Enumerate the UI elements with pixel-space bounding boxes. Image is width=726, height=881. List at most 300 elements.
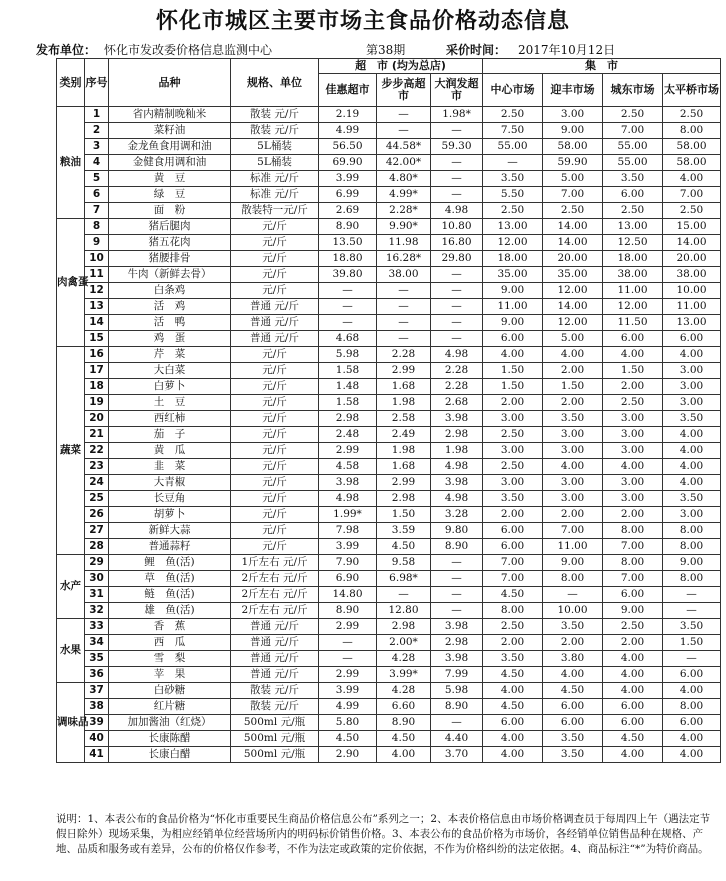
item-name: 胡萝卜: [109, 507, 231, 523]
price-cell: 2.00: [543, 363, 603, 379]
row-number: 38: [85, 699, 109, 715]
price-cell: 20.00: [543, 251, 603, 267]
price-cell: 1.48: [319, 379, 377, 395]
price-cell: 4.99: [319, 699, 377, 715]
price-cell: 6.98*: [377, 571, 431, 587]
price-cell: 4.99*: [377, 187, 431, 203]
price-cell: 4.00: [663, 427, 721, 443]
item-name: 西红柿: [109, 411, 231, 427]
price-cell: 5.00: [543, 171, 603, 187]
price-cell: 11.98: [377, 235, 431, 251]
item-name: 韭 菜: [109, 459, 231, 475]
price-cell: 2.00: [603, 507, 663, 523]
price-cell: 18.00: [603, 251, 663, 267]
category-cell: 肉禽蛋: [57, 219, 85, 347]
price-cell: 6.00: [483, 523, 543, 539]
row-number: 26: [85, 507, 109, 523]
item-name: 活 鸡: [109, 299, 231, 315]
price-cell: —: [431, 267, 483, 283]
price-cell: 3.99*: [377, 667, 431, 683]
price-cell: 4.00: [663, 475, 721, 491]
price-cell: 6.00: [663, 331, 721, 347]
price-cell: 9.00: [543, 555, 603, 571]
row-number: 24: [85, 475, 109, 491]
price-cell: 8.00: [543, 571, 603, 587]
item-spec: 元/斤: [231, 459, 319, 475]
price-cell: 2.50: [543, 203, 603, 219]
item-name: 猪腰排骨: [109, 251, 231, 267]
table-row: [57, 315, 721, 331]
price-cell: 7.00: [543, 523, 603, 539]
price-cell: 1.68: [377, 379, 431, 395]
price-cell: 8.00: [663, 571, 721, 587]
price-cell: 1.50: [663, 635, 721, 651]
price-cell: 55.00: [603, 155, 663, 171]
price-cell: 12.00: [543, 315, 603, 331]
table-row: [57, 203, 721, 219]
item-spec: 元/斤: [231, 443, 319, 459]
price-cell: 7.00: [543, 187, 603, 203]
item-spec: 标准 元/斤: [231, 171, 319, 187]
price-cell: 9.00: [603, 603, 663, 619]
price-cell: 14.00: [663, 235, 721, 251]
price-cell: 3.00: [663, 395, 721, 411]
price-cell: 3.50: [603, 171, 663, 187]
price-cell: —: [543, 587, 603, 603]
price-cell: 9.58: [377, 555, 431, 571]
price-cell: 4.40: [431, 731, 483, 747]
price-cell: 4.00: [663, 683, 721, 699]
price-cell: 1.68: [377, 459, 431, 475]
price-cell: 3.50: [483, 651, 543, 667]
price-cell: 2.00: [483, 635, 543, 651]
price-cell: 2.98: [377, 619, 431, 635]
price-cell: 4.00: [603, 651, 663, 667]
price-cell: 4.00: [603, 683, 663, 699]
item-name: 金龙鱼食用调和油: [109, 139, 231, 155]
price-cell: —: [663, 651, 721, 667]
collection-date: 2017年10月12日: [518, 43, 616, 57]
price-cell: 12.80: [377, 603, 431, 619]
price-cell: 2.99: [377, 363, 431, 379]
table-header: [57, 59, 721, 107]
header-market-group: 集 市: [483, 59, 721, 74]
row-number: 29: [85, 555, 109, 571]
item-name: 面 粉: [109, 203, 231, 219]
price-cell: 38.00: [603, 267, 663, 283]
price-cell: 3.80: [543, 651, 603, 667]
item-spec: 5L桶装: [231, 139, 319, 155]
price-cell: 2.98: [431, 635, 483, 651]
item-name: 雄 鱼(活): [109, 603, 231, 619]
price-cell: 3.00: [603, 475, 663, 491]
price-cell: 13.50: [319, 235, 377, 251]
price-cell: 2.90: [319, 747, 377, 763]
price-cell: —: [663, 587, 721, 603]
item-name: 长康白醋: [109, 747, 231, 763]
item-name: 白条鸡: [109, 283, 231, 299]
price-cell: 2.50: [663, 107, 721, 123]
item-name: 长康陈醋: [109, 731, 231, 747]
price-cell: 12.00: [483, 235, 543, 251]
item-spec: 元/斤: [231, 395, 319, 411]
price-cell: 20.00: [663, 251, 721, 267]
table-row: [57, 635, 721, 651]
header-supermarket-group: 超 市 (均为总店): [319, 59, 483, 74]
price-cell: 5.98: [319, 347, 377, 363]
price-cell: 58.00: [663, 155, 721, 171]
row-number: 17: [85, 363, 109, 379]
item-spec: 1斤左右 元/斤: [231, 555, 319, 571]
publication-meta: [36, 41, 716, 57]
price-cell: 11.50: [603, 315, 663, 331]
item-name: 鲢 鱼(活): [109, 587, 231, 603]
price-cell: 2.50: [483, 203, 543, 219]
price-cell: 3.98: [431, 651, 483, 667]
row-number: 4: [85, 155, 109, 171]
item-spec: 元/斤: [231, 507, 319, 523]
price-cell: 4.00: [603, 459, 663, 475]
header-market-jiahui: 佳惠超市: [319, 74, 377, 107]
price-cell: —: [431, 123, 483, 139]
price-cell: 6.60: [377, 699, 431, 715]
price-cell: 3.50: [543, 747, 603, 763]
price-cell: 6.00: [603, 587, 663, 603]
price-cell: 6.00: [603, 715, 663, 731]
price-cell: 4.00: [483, 731, 543, 747]
publisher-label: 发布单位：: [36, 43, 97, 57]
price-cell: 5.80: [319, 715, 377, 731]
item-spec: 散装 元/斤: [231, 123, 319, 139]
price-cell: —: [663, 603, 721, 619]
header-item: 品种: [109, 59, 231, 107]
price-cell: 3.00: [543, 491, 603, 507]
price-cell: 1.58: [319, 395, 377, 411]
price-cell: —: [431, 587, 483, 603]
price-cell: 18.80: [319, 251, 377, 267]
price-cell: 5.98: [431, 683, 483, 699]
item-spec: 元/斤: [231, 491, 319, 507]
price-cell: 8.00: [603, 555, 663, 571]
item-spec: 散装特一元/斤: [231, 203, 319, 219]
row-number: 2: [85, 123, 109, 139]
header-market-yingfeng: 迎丰市场: [543, 74, 603, 107]
item-spec: 500ml 元/瓶: [231, 715, 319, 731]
price-cell: 3.99: [319, 171, 377, 187]
price-cell: 3.00: [483, 475, 543, 491]
price-cell: —: [377, 315, 431, 331]
price-cell: 7.99: [431, 667, 483, 683]
row-number: 33: [85, 619, 109, 635]
price-cell: 2.00: [483, 507, 543, 523]
price-cell: 6.00: [663, 667, 721, 683]
price-cell: 3.50: [543, 731, 603, 747]
category-cell: 粮油: [57, 107, 85, 219]
row-number: 13: [85, 299, 109, 315]
price-cell: 11.00: [483, 299, 543, 315]
item-name: 红片糖: [109, 699, 231, 715]
price-cell: 3.50: [663, 619, 721, 635]
price-cell: 7.98: [319, 523, 377, 539]
price-cell: 1.50: [603, 363, 663, 379]
price-cell: 7.50: [483, 123, 543, 139]
item-name: 金健食用调和油: [109, 155, 231, 171]
price-cell: 2.00: [543, 395, 603, 411]
table-row: [57, 651, 721, 667]
item-name: 猪五花肉: [109, 235, 231, 251]
price-cell: 3.00: [543, 427, 603, 443]
item-name: 香 蕉: [109, 619, 231, 635]
price-cell: 3.00: [663, 379, 721, 395]
item-name: 黄 瓜: [109, 443, 231, 459]
price-cell: 4.28: [377, 651, 431, 667]
price-cell: 8.90: [377, 715, 431, 731]
price-cell: 4.00: [663, 459, 721, 475]
row-number: 22: [85, 443, 109, 459]
price-cell: 3.98: [431, 411, 483, 427]
item-spec: 2斤左右 元/斤: [231, 587, 319, 603]
price-cell: 2.99: [319, 443, 377, 459]
price-cell: 4.00: [663, 443, 721, 459]
table-row: [57, 235, 721, 251]
price-cell: 4.98: [431, 203, 483, 219]
price-cell: 9.00: [483, 315, 543, 331]
item-name: 长豆角: [109, 491, 231, 507]
price-cell: 16.28*: [377, 251, 431, 267]
price-cell: 2.28: [377, 347, 431, 363]
price-cell: 13.00: [483, 219, 543, 235]
price-cell: 42.00*: [377, 155, 431, 171]
price-cell: 3.70: [431, 747, 483, 763]
price-cell: 7.90: [319, 555, 377, 571]
price-cell: 7.00: [603, 571, 663, 587]
table-row: [57, 699, 721, 715]
price-cell: —: [431, 187, 483, 203]
price-cell: 8.00: [663, 699, 721, 715]
price-cell: 3.00: [603, 411, 663, 427]
item-spec: 元/斤: [231, 411, 319, 427]
header-market-darunfa: 大润发超市: [431, 74, 483, 107]
price-cell: 8.00: [483, 603, 543, 619]
table-row: [57, 347, 721, 363]
table-row: [57, 523, 721, 539]
price-cell: 2.50: [483, 459, 543, 475]
item-name: 普通蒜籽: [109, 539, 231, 555]
price-cell: 13.00: [663, 315, 721, 331]
table-row: [57, 267, 721, 283]
item-name: 雪 梨: [109, 651, 231, 667]
price-cell: —: [431, 331, 483, 347]
price-cell: 14.80: [319, 587, 377, 603]
table-row: [57, 715, 721, 731]
row-number: 1: [85, 107, 109, 123]
price-cell: 4.68: [319, 331, 377, 347]
price-cell: 6.00: [483, 715, 543, 731]
price-cell: 6.00: [603, 187, 663, 203]
price-cell: 1.50: [483, 363, 543, 379]
price-cell: 8.90: [431, 699, 483, 715]
price-cell: 3.98: [319, 475, 377, 491]
price-cell: 3.28: [431, 507, 483, 523]
page-title: 怀化市城区主要市场主食品价格动态信息: [155, 9, 570, 34]
price-cell: 4.98: [319, 491, 377, 507]
row-number: 35: [85, 651, 109, 667]
row-number: 14: [85, 315, 109, 331]
price-cell: 4.00: [543, 667, 603, 683]
row-number: 21: [85, 427, 109, 443]
price-cell: 8.00: [603, 523, 663, 539]
item-name: 菜籽油: [109, 123, 231, 139]
item-name: 白砂糖: [109, 683, 231, 699]
table-row: [57, 123, 721, 139]
table-row: [57, 363, 721, 379]
header-category: 类别: [57, 59, 85, 107]
price-cell: 4.00: [377, 747, 431, 763]
item-spec: 500ml 元/瓶: [231, 731, 319, 747]
price-cell: 12.50: [603, 235, 663, 251]
price-cell: 14.00: [543, 299, 603, 315]
item-spec: 元/斤: [231, 347, 319, 363]
price-cell: 2.00: [543, 635, 603, 651]
table-row: [57, 539, 721, 555]
price-cell: 1.99*: [319, 507, 377, 523]
item-spec: 500ml 元/瓶: [231, 747, 319, 763]
price-cell: 4.28: [377, 683, 431, 699]
price-cell: 6.90: [319, 571, 377, 587]
price-cell: 3.50: [663, 411, 721, 427]
price-cell: 55.00: [483, 139, 543, 155]
price-cell: 4.50: [377, 731, 431, 747]
item-spec: 普通 元/斤: [231, 635, 319, 651]
price-cell: 3.50: [543, 411, 603, 427]
price-cell: 11.00: [663, 299, 721, 315]
row-number: 37: [85, 683, 109, 699]
price-cell: 10.80: [431, 219, 483, 235]
price-cell: —: [319, 315, 377, 331]
item-spec: 普通 元/斤: [231, 651, 319, 667]
table-row: [57, 603, 721, 619]
price-cell: 3.00: [543, 107, 603, 123]
row-number: 40: [85, 731, 109, 747]
price-cell: 44.58*: [377, 139, 431, 155]
price-cell: 4.50: [319, 731, 377, 747]
price-cell: —: [431, 715, 483, 731]
price-cell: —: [319, 651, 377, 667]
price-cell: 4.98: [431, 459, 483, 475]
price-cell: —: [431, 571, 483, 587]
header-spec: 规格、单位: [231, 59, 319, 107]
table-row: [57, 507, 721, 523]
table-row: [57, 443, 721, 459]
row-number: 18: [85, 379, 109, 395]
row-number: 12: [85, 283, 109, 299]
price-cell: 6.00: [483, 539, 543, 555]
price-cell: 9.80: [431, 523, 483, 539]
price-cell: 4.00: [483, 747, 543, 763]
price-cell: 4.00: [483, 347, 543, 363]
item-name: 加加酱油（红烧）: [109, 715, 231, 731]
price-cell: 59.90: [543, 155, 603, 171]
item-spec: 普通 元/斤: [231, 619, 319, 635]
item-name: 活 鸭: [109, 315, 231, 331]
price-cell: —: [319, 299, 377, 315]
price-cell: 58.00: [543, 139, 603, 155]
item-spec: 元/斤: [231, 283, 319, 299]
price-cell: 9.90*: [377, 219, 431, 235]
price-cell: 1.58: [319, 363, 377, 379]
price-cell: 10.00: [543, 603, 603, 619]
price-cell: 2.68: [431, 395, 483, 411]
price-cell: 6.00: [663, 715, 721, 731]
table-row: [57, 107, 721, 123]
header-index: 序号: [85, 59, 109, 107]
price-cell: 4.50: [543, 683, 603, 699]
row-number: 30: [85, 571, 109, 587]
item-name: 黄 豆: [109, 171, 231, 187]
price-cell: 58.00: [663, 139, 721, 155]
item-name: 苹 果: [109, 667, 231, 683]
price-cell: 2.50: [603, 203, 663, 219]
price-cell: 10.00: [663, 283, 721, 299]
price-cell: 8.00: [663, 539, 721, 555]
price-cell: 6.00: [603, 699, 663, 715]
price-cell: 2.99: [377, 475, 431, 491]
table-row: [57, 731, 721, 747]
price-cell: 9.00: [663, 555, 721, 571]
price-cell: 4.58: [319, 459, 377, 475]
price-cell: 4.00: [603, 667, 663, 683]
category-cell: 水产: [57, 555, 85, 619]
price-cell: —: [431, 171, 483, 187]
item-spec: 元/斤: [231, 539, 319, 555]
price-cell: 2.50: [483, 427, 543, 443]
price-cell: 2.50: [603, 395, 663, 411]
price-cell: 1.98: [377, 395, 431, 411]
item-name: 土 豆: [109, 395, 231, 411]
category-cell: 蔬菜: [57, 347, 85, 555]
price-cell: —: [377, 587, 431, 603]
price-cell: 7.00: [663, 187, 721, 203]
row-number: 36: [85, 667, 109, 683]
row-number: 8: [85, 219, 109, 235]
price-cell: 3.00: [483, 411, 543, 427]
price-cell: 7.00: [483, 571, 543, 587]
price-cell: 38.00: [663, 267, 721, 283]
item-name: 猪后腿肉: [109, 219, 231, 235]
row-number: 39: [85, 715, 109, 731]
date-label: 采价时间：: [446, 43, 507, 57]
price-cell: 2.98: [319, 411, 377, 427]
price-cell: 4.00: [663, 731, 721, 747]
table-row: [57, 571, 721, 587]
price-cell: 39.80: [319, 267, 377, 283]
item-spec: 普通 元/斤: [231, 667, 319, 683]
price-cell: 4.50: [483, 587, 543, 603]
item-spec: 散装 元/斤: [231, 683, 319, 699]
price-cell: —: [483, 155, 543, 171]
price-cell: 2.50: [603, 107, 663, 123]
row-number: 31: [85, 587, 109, 603]
item-spec: 普通 元/斤: [231, 299, 319, 315]
price-cell: —: [377, 299, 431, 315]
item-name: 鸡 蛋: [109, 331, 231, 347]
item-spec: 元/斤: [231, 251, 319, 267]
row-number: 41: [85, 747, 109, 763]
table-row: [57, 683, 721, 699]
table-row: [57, 139, 721, 155]
item-name: 新鲜大蒜: [109, 523, 231, 539]
price-cell: 2.99: [319, 619, 377, 635]
